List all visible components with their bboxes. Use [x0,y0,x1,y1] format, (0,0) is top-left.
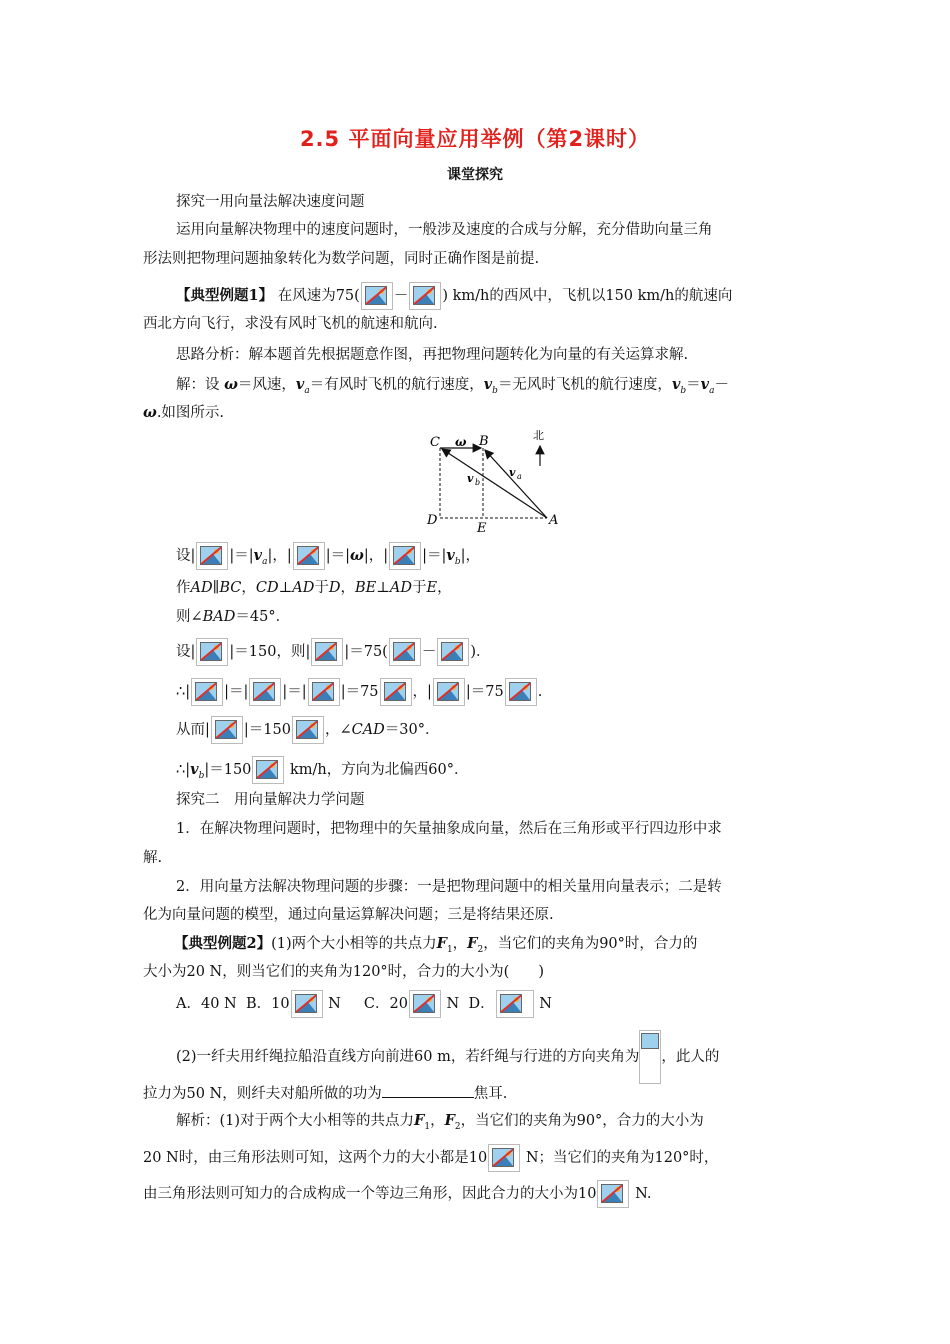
vector-diagram [425,424,575,534]
step-text: |， [460,548,481,564]
formula-image [291,990,323,1018]
segment-label: AD [389,580,412,596]
step-text: ⊥ [376,580,390,596]
sol-text: ＝风速， [237,377,296,393]
section1-heading: 探究一用向量法解决速度问题 [176,194,365,210]
step-text: ，∠ [324,722,352,738]
va-symbol: v [295,376,305,393]
example2-q2-line2 [143,1083,813,1104]
q-text: 拉力为50 N，则纤夫对船所做的功为 [143,1086,382,1102]
point-label: E [426,580,438,596]
subscript: 1 [446,944,453,955]
example1-solution-line1 [176,375,846,401]
step6 [176,716,846,744]
step1 [176,542,846,572]
formula-image [389,638,421,666]
example1-solution-line2 [143,403,813,423]
formula-image [437,638,469,666]
sol-text: 解：设 [176,377,220,393]
step-text: 作 [176,580,191,596]
analysis-line2 [143,1144,813,1172]
label-va-sub: a [517,472,522,481]
analysis-text: 由三角形法则可知力的合成构成一个等边三角形，因此合力的大小为10 [143,1186,597,1202]
label-c: C [430,435,440,450]
section2-heading: 探究二 用向量解决力学问题 [176,792,365,808]
step-text: ， [241,580,256,596]
subscript: 2 [477,944,484,955]
step7 [176,756,846,786]
vb-symbol: v [483,376,493,393]
step-text: 设| [176,644,196,660]
section1-intro-line1: 运用向量解决物理中的速度问题时，一般涉及速度的合成与分解，充分借助向量三角 [176,222,713,238]
analysis-text: 20 N时，由三角形法则可知，这两个力的大小都是10 [143,1150,488,1166]
step-text: ⊥ [278,580,293,596]
formula-image [211,716,243,744]
step-text: ＝30°． [384,722,440,738]
section2-p1-line2: 解. [143,850,163,866]
step5 [176,678,846,706]
formula-image [433,678,465,706]
formula-image [292,716,324,744]
step-text: ， [340,580,355,596]
label-vb: v [467,472,474,485]
step2 [176,578,846,598]
step4 [176,638,846,666]
option-a: A．40 N [176,996,237,1012]
step-text: ， [437,580,452,596]
formula-image [252,756,284,784]
example2-label: 【典型例题2】 [174,935,272,952]
step-text: ∴| [176,762,191,778]
subscript: b [680,385,687,396]
option-c-unit: N [446,996,460,1012]
formula-image [380,678,412,706]
vector-vb [442,449,547,518]
step-text: 设| [176,548,196,564]
example1-text1: 在风速为75( [277,288,360,304]
step-text: ，| [412,684,432,700]
section1-intro-line2: 形法则把物理问题抽象转化为数学问题，同时正确作图是前提. [143,251,540,267]
label-d: D [427,513,438,528]
force-symbol: F [436,935,447,952]
label-a: A [549,513,559,528]
step-text: |＝150 [243,722,291,738]
formula-image [597,1180,629,1208]
option-b-unit: N [328,996,341,1012]
subscript: a [709,385,715,396]
formula-image [488,1144,520,1172]
sol-text: ＝ [686,377,701,393]
omega-symbol: ω [350,547,364,564]
section2-p2-line1: 2．用向量方法解决物理问题的步骤：一是把物理问题中的相关量用向量表示；二是转 [176,879,722,895]
example1-line1 [176,282,846,310]
section2-p1-line1: 1．在解决物理问题时，把物理中的矢量抽象成向量，然后在三角形或平行四边形中求 [176,821,722,837]
example1-line2: 西北方向飞行，求没有风时飞机的航速和航向. [143,316,438,332]
angle-label: BAD [202,609,236,625]
step-text: |＝| [282,684,307,700]
step-text: |＝| [224,684,249,700]
omega-symbol: ω [143,404,157,421]
analysis-text: ，当它们的夹角为90°，合力的大小为 [460,1113,704,1129]
formula-image [409,990,441,1018]
example2-line1 [174,934,844,960]
subscript: a [304,385,310,396]
example2-q2-line1 [176,1030,846,1084]
example1-label: 【典型例题1】 [176,287,274,304]
vb-symbol: v [671,376,681,393]
step-text: |＝| [325,548,351,564]
subscript: b [492,385,498,396]
formula-image [496,990,534,1018]
step-text: ∴| [176,684,191,700]
q-text: ，此人的 [661,1049,720,1065]
segment-label: BE [354,580,377,596]
step-text: 则∠ [176,609,203,625]
subscript: b [198,770,205,781]
label-vb-sub: b [475,478,481,487]
q-text: ， [452,936,468,952]
label-va: v [509,466,516,479]
example2-line2: 大小为20 N，则当它们的夹角为120°时，合力的大小为( ) [143,964,544,980]
example1-minus: － [393,288,409,304]
step-text: |＝| [422,548,447,564]
analysis-line3 [143,1180,813,1208]
segment-label: BC [219,580,242,596]
page-subtitle: 课堂探究 [447,167,503,183]
step-text: |＝75 [340,684,379,700]
sol-text: ＝无风时飞机的航行速度， [497,377,672,393]
formula-image [311,638,343,666]
force-symbol: F [467,935,478,952]
va-symbol: v [700,376,710,393]
analysis-text: N. [635,1186,652,1202]
va-symbol: v [253,547,263,564]
formula-image [196,638,228,666]
step3 [176,607,846,627]
step-text: － [421,644,437,660]
step-text: |，| [267,548,292,564]
step-text: 从而| [176,722,210,738]
option-c: C．20 [363,996,408,1012]
step-text: |＝75( [344,644,388,660]
formula-image [361,282,393,310]
point-label: D [328,580,341,596]
subscript: 1 [424,1121,431,1132]
formula-image [293,542,325,570]
step-text: |＝75 [465,684,504,700]
step-text: |＝| [229,548,254,564]
q-text: 焦耳. [473,1086,508,1102]
option-d: D． [468,996,495,1012]
label-north: 北 [533,429,544,442]
sol-text: .如图所示. [156,405,225,421]
segment-label: CD [255,580,279,596]
force-symbol: F [444,1112,455,1129]
segment-label: AD [190,580,213,596]
vb-symbol: v [190,761,199,778]
analysis-text: 解析：(1)对于两个大小相等的共点力 [176,1113,415,1129]
q-text: (1)两个大小相等的共点力 [271,936,437,952]
sol-text: － [714,377,729,393]
analysis-line1 [176,1111,846,1137]
option-d-unit: N [539,996,552,1012]
analysis-text: N；当它们的夹角为120°时， [525,1150,719,1166]
step-text: |＝150，则| [229,644,311,660]
q-text: (2)一纤夫用纤绳拉船沿直线方向前进60 m，若纤绳与行进的方向夹角为 [176,1049,640,1065]
force-symbol: F [414,1112,425,1129]
analysis-text: ， [430,1113,445,1129]
answer-blank [382,1083,474,1098]
subscript: 2 [454,1121,461,1132]
subscript: b [454,556,461,567]
label-b: B [479,434,489,449]
step-text: |，| [363,548,389,564]
formula-image [191,678,223,706]
step-text: |＝150 [204,762,252,778]
label-e: E [477,521,487,534]
subscript: a [262,556,268,567]
step-text: km/h，方向为北偏西60°． [285,762,469,778]
formula-image [308,678,340,706]
step-text: ∥ [212,580,220,596]
omega-symbol: ω [224,376,238,393]
section2-p2-line2: 化为向量问题的模型，通过向量运算解决问题；三是将结果还原. [143,907,554,923]
step-text: ＝45°． [235,609,291,625]
formula-image [639,1030,661,1084]
step-text: . [537,684,543,700]
formula-image [389,542,421,570]
label-omega: ω [455,435,467,449]
angle-label: CAD [351,722,385,738]
example1-analysis: 思路分析：解本题首先根据题意作图，再把物理问题转化为向量的有关运算求解. [176,347,689,363]
step-text: )． [470,644,491,660]
segment-label: AD [292,580,315,596]
example1-text3: ) km/h的西风中，飞机以150 km/h的航速向 [442,288,733,304]
q-text: ，当它们的夹角为90°时，合力的 [483,936,698,952]
formula-image [249,678,281,706]
step-text: 于 [314,580,329,596]
vb-symbol: v [446,547,455,564]
step-text: 于 [411,580,427,596]
formula-image [505,678,537,706]
sol-text: ＝有风时飞机的航行速度， [309,377,484,393]
page-title: 2.5 平面向量应用举例（第2课时） [299,127,651,151]
example2-options [176,990,846,1018]
option-b: B．10 [245,996,290,1012]
formula-image [409,282,441,310]
formula-image [196,542,228,570]
